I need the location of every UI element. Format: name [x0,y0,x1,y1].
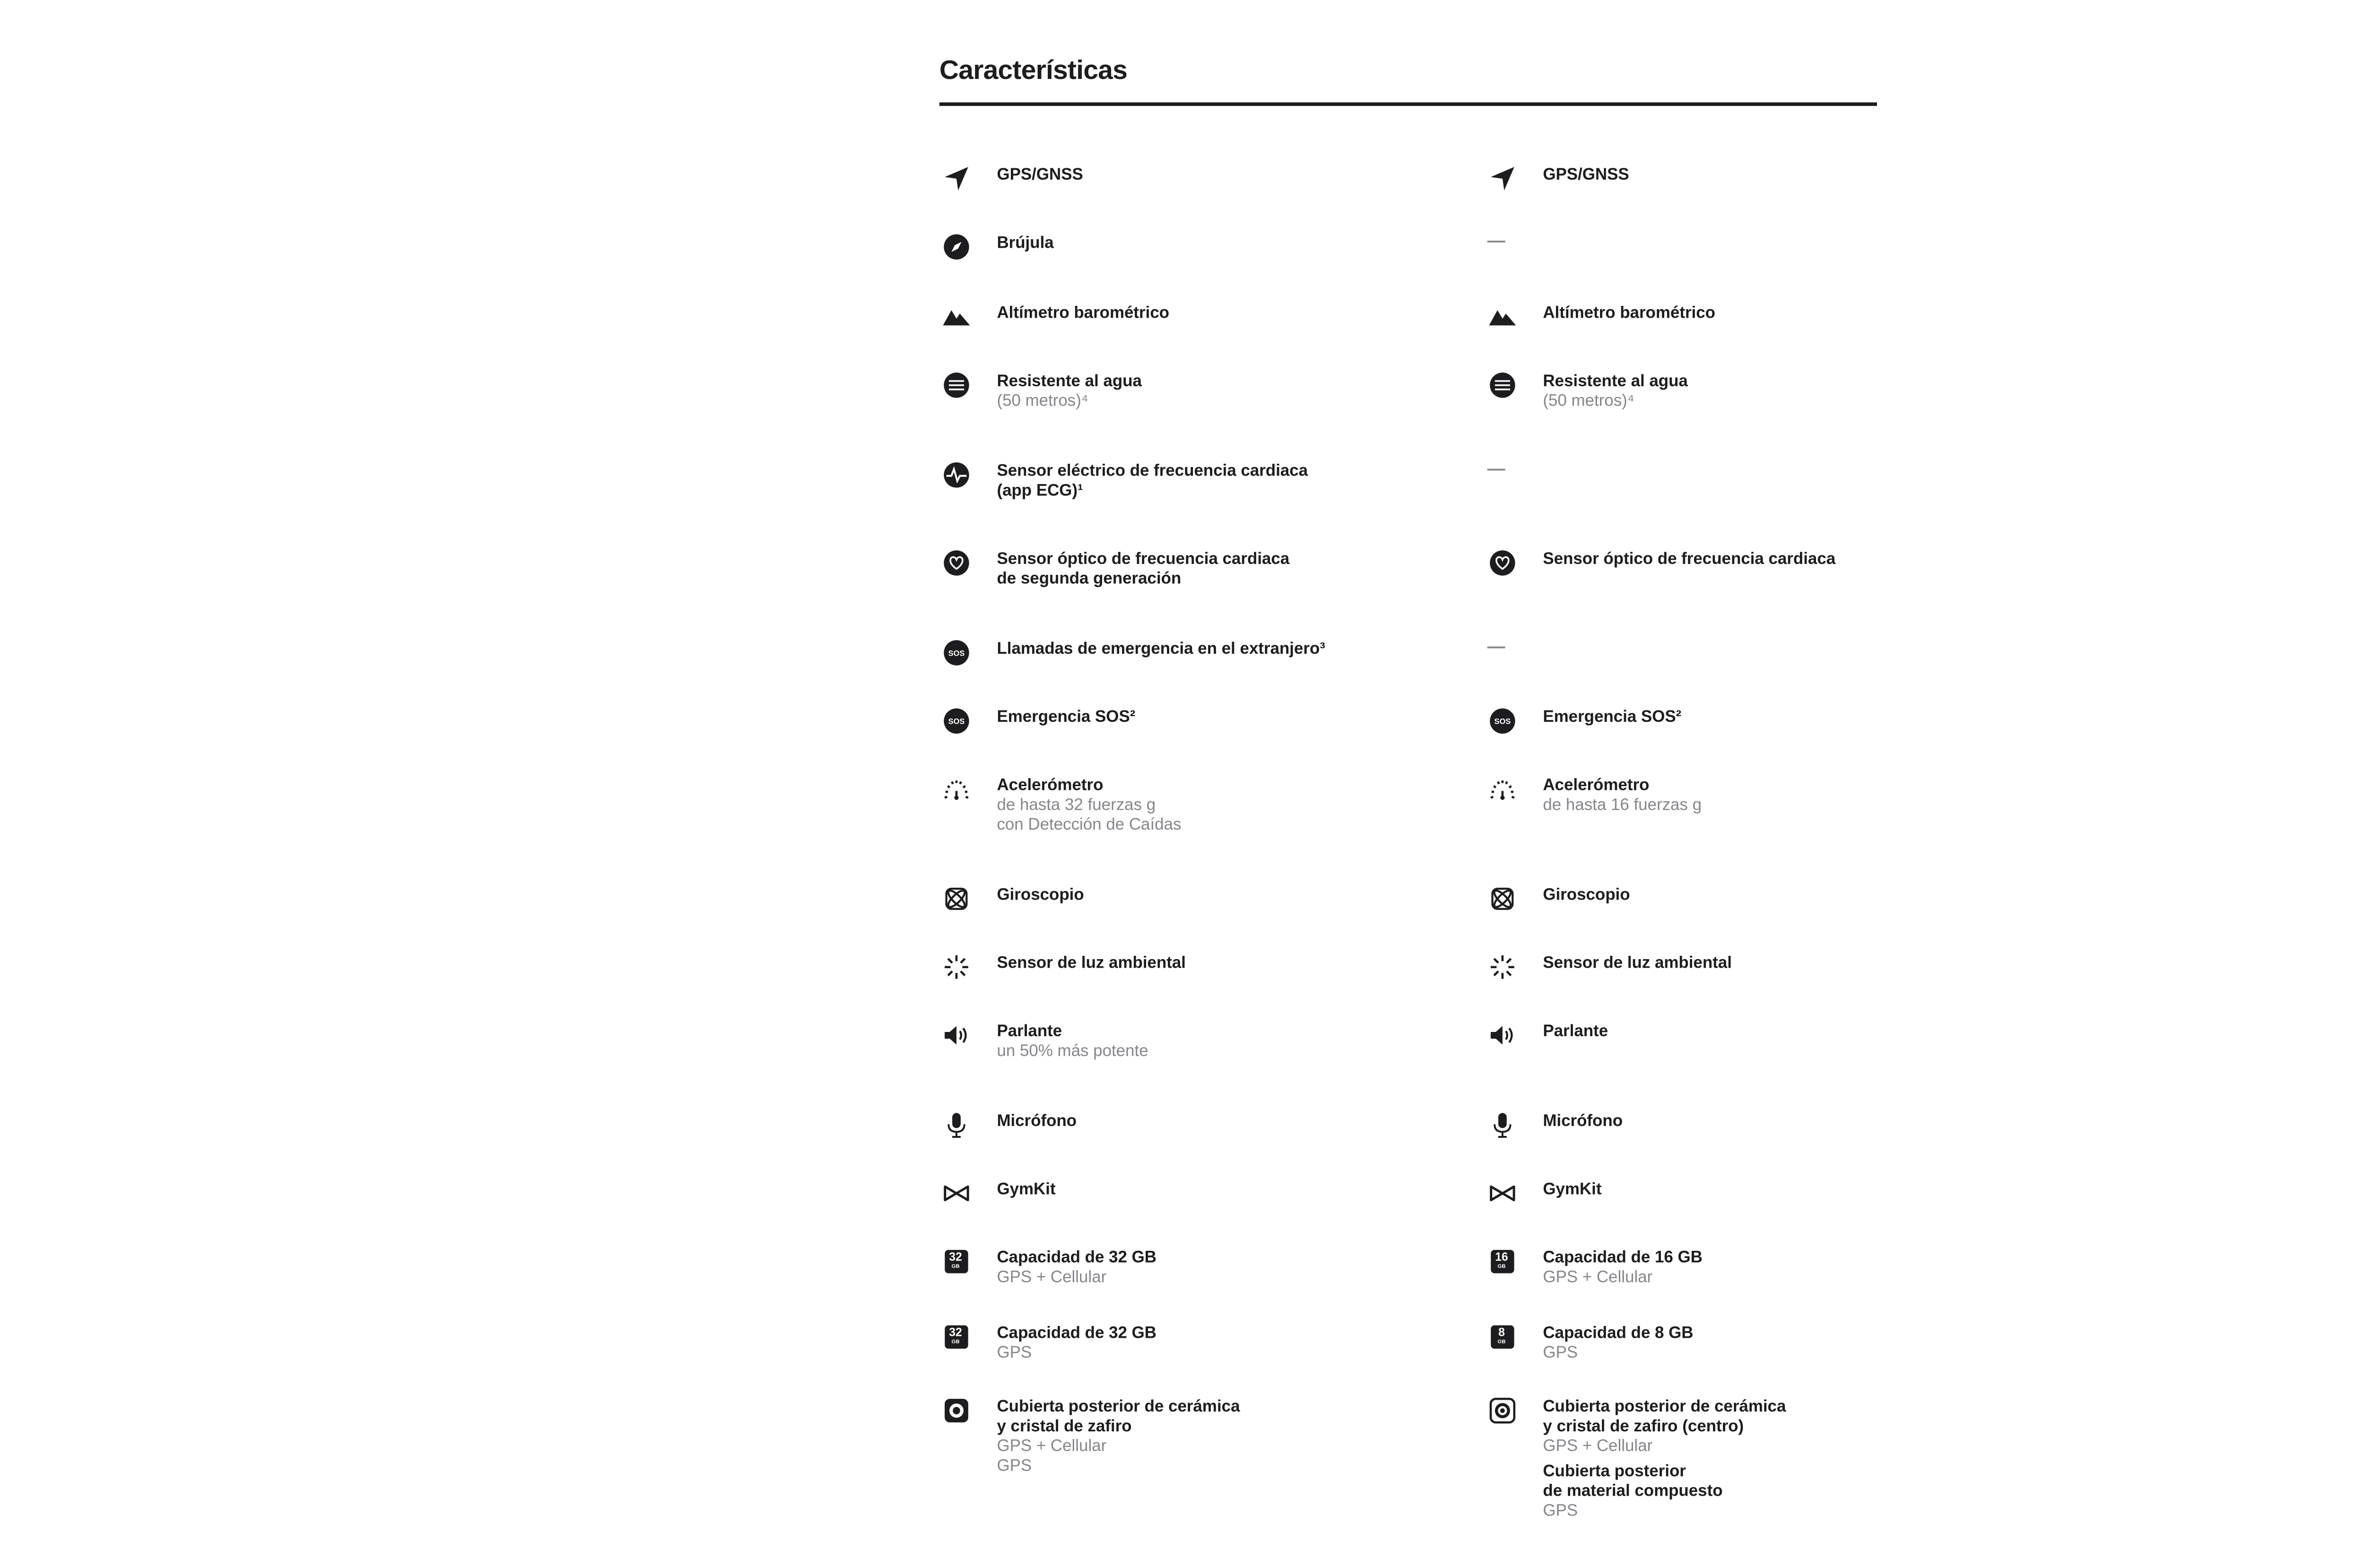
feature-text [997,1022,1356,1062]
feature-subtitle: GPS [1543,1343,1578,1361]
badge-number: 32 [949,1326,962,1339]
feature-text [997,953,1356,973]
feature-title: Sensor óptico de frecuencia cardiaca [997,549,1290,568]
feature-subtitle: un 50% más potente [997,1041,1148,1060]
water-resistance-icon [1486,368,1518,400]
feature-subtitle: GPS [997,1456,1032,1474]
feature-text [1543,1022,1902,1042]
feature-title: GPS/GNSS [1543,165,1629,183]
badge-unit: GB [951,1261,960,1269]
feature-subtitle: con Detección de Caídas [997,815,1182,833]
feature-text [997,885,1356,905]
speaker-icon [1486,1018,1518,1050]
badge-unit: GB [1497,1261,1506,1269]
not-available-dash [1487,241,1505,243]
feature-subtitle: (50 metros)⁴ [997,391,1088,410]
feature-text [997,1112,1356,1132]
feature-subtitle: de hasta 32 fuerzas g [997,795,1156,814]
feature-title: GymKit [997,1179,1056,1198]
gymkit-icon [1486,1176,1518,1208]
location-arrow-icon [1486,162,1518,194]
feature-title: Altímetro barométrico [997,303,1170,322]
sos-icon [1486,704,1518,736]
feature-text [997,1180,1356,1200]
feature-text [997,372,1356,411]
feature-title: Parlante [1543,1022,1608,1040]
storage-32gb-icon [939,1320,972,1352]
feature-title: Resistente al agua [1543,372,1688,390]
feature-title: Capacidad de 8 GB [1543,1323,1694,1342]
feature-subtitle: GPS + Cellular [997,1437,1107,1455]
feature-title: Giroscopio [1543,885,1630,903]
feature-text [1543,953,1902,973]
title-divider [939,103,1877,105]
feature-text [997,1397,1356,1476]
feature-text [1543,776,1902,815]
feature-text [997,1324,1356,1363]
feature-text [997,234,1356,253]
feature-title: Micrófono [1543,1111,1623,1130]
feature-text [1543,708,1902,728]
storage-16gb-icon [1486,1245,1518,1277]
feature-title: Brújula [997,233,1054,251]
badge-unit: GB [1497,1337,1506,1344]
feature-text [997,461,1356,501]
feature-subtitle: (50 metros)⁴ [1543,391,1634,410]
feature-title: Acelerómetro [1543,776,1650,794]
badge-number: 16 [1495,1251,1508,1264]
ambient-light-icon [939,950,972,982]
gyroscope-icon [939,882,972,914]
badge-number: 8 [1498,1326,1505,1339]
feature-text [1543,1397,1902,1521]
feature-text [997,303,1356,323]
accelerometer-icon [1486,772,1518,805]
sos-icon [939,636,972,668]
feature-title: Emergencia SOS² [1543,707,1682,726]
feature-extra-title-line2: de material compuesto [1543,1481,1723,1500]
microphone-icon [939,1108,972,1140]
speaker-icon [939,1018,972,1050]
feature-title: GPS/GNSS [997,165,1083,183]
feature-text [997,639,1356,659]
feature-title: Capacidad de 16 GB [1543,1248,1703,1266]
feature-title: Cubierta posterior de cerámica [1543,1397,1786,1415]
feature-title-line2: (app ECG)¹ [997,481,1083,500]
mountain-icon [1486,300,1518,332]
feature-text [1543,1112,1902,1132]
feature-title: Micrófono [997,1111,1077,1130]
storage-32gb-icon [939,1245,972,1277]
feature-text [1543,165,1902,185]
feature-title: Parlante [997,1022,1062,1040]
feature-text [997,776,1356,835]
feature-title: Sensor de luz ambiental [997,953,1186,972]
feature-title-line2: y cristal de zafiro (centro) [1543,1417,1744,1435]
feature-text [1543,1180,1902,1200]
gyroscope-icon [1486,882,1518,914]
feature-text [997,1248,1356,1288]
feature-title: Capacidad de 32 GB [997,1248,1156,1266]
feature-title: Sensor óptico de frecuencia cardiaca [1543,549,1836,568]
page-title: Características [939,55,1128,87]
microphone-icon [1486,1108,1518,1140]
feature-title: Cubierta posterior de cerámica [997,1397,1240,1415]
feature-title: GymKit [1543,1179,1602,1198]
feature-text [1543,372,1902,411]
badge-unit: GB [951,1337,960,1344]
badge-number: 32 [949,1251,962,1264]
not-available-dash [1487,647,1505,649]
location-arrow-icon [939,162,972,194]
feature-extra-title: Cubierta posterior [1543,1462,1686,1480]
ambient-light-icon [1486,950,1518,982]
feature-title: Acelerómetro [997,776,1104,794]
feature-title: Sensor de luz ambiental [1543,953,1732,972]
feature-title: Altímetro barométrico [1543,303,1715,322]
water-resistance-icon [939,368,972,400]
feature-title: Giroscopio [997,885,1084,903]
gymkit-icon [939,1176,972,1208]
optical-heart-sensor-icon [1486,546,1518,578]
feature-subtitle: de hasta 16 fuerzas g [1543,795,1702,814]
feature-text [997,549,1356,589]
svg-text:SOS: SOS [947,716,964,725]
feature-title: Emergencia SOS² [997,707,1136,726]
feature-text [1543,1248,1902,1288]
feature-title: Sensor eléctrico de frecuencia cardiaca [997,461,1308,480]
not-available-dash [1487,469,1505,471]
feature-subtitle: GPS + Cellular [1543,1437,1653,1455]
feature-text [997,165,1356,185]
feature-title: Resistente al agua [997,372,1142,390]
accelerometer-icon [939,772,972,805]
svg-text:SOS: SOS [1493,716,1510,725]
mountain-icon [939,300,972,332]
back-cover-center-icon [1486,1394,1518,1426]
feature-title-line2: y cristal de zafiro [997,1417,1132,1435]
feature-title: Capacidad de 32 GB [997,1323,1156,1342]
storage-8gb-icon [1486,1320,1518,1352]
sos-icon [939,704,972,736]
feature-text [1543,1324,1902,1363]
optical-heart-sensor-icon [939,546,972,578]
back-cover-icon [939,1394,972,1426]
feature-text [1543,549,1902,569]
feature-subtitle: GPS + Cellular [997,1268,1107,1286]
feature-text [1543,885,1902,905]
feature-subtitle: GPS + Cellular [1543,1268,1653,1286]
compass-icon [939,230,972,262]
feature-text [1543,303,1902,323]
feature-title: Llamadas de emergencia en el extranjero³ [997,639,1325,658]
svg-text:SOS: SOS [947,648,964,657]
feature-text [997,708,1356,728]
ecg-icon [939,458,972,490]
feature-title-line2: de segunda generación [997,569,1182,588]
feature-subtitle: GPS [997,1343,1032,1361]
feature-extra-subtitle: GPS [1543,1501,1578,1519]
